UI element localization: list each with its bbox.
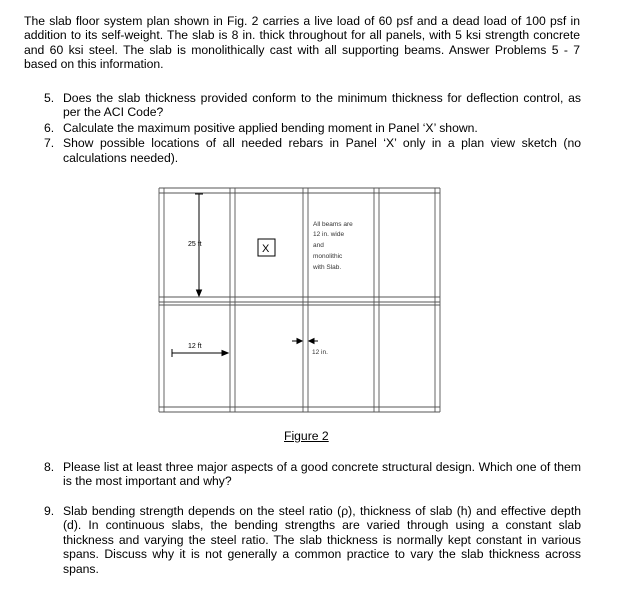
- question-number: 5.: [44, 91, 55, 105]
- question-list-8: [44, 460, 581, 489]
- note-line: All beams are: [313, 221, 353, 228]
- question-text: Calculate the maximum positive applied bending moment in Panel ‘X’ shown.: [63, 120, 478, 135]
- question-item: [44, 504, 581, 576]
- question-number: 9.: [44, 504, 55, 518]
- note-line: 12 in. wide: [313, 231, 345, 238]
- question-number: 8.: [44, 460, 55, 474]
- question-list-9: [44, 504, 581, 576]
- beam-width-label: 12 in.: [312, 349, 328, 356]
- dim-12ft-label: 12 ft: [188, 343, 202, 350]
- question-number: 6.: [44, 120, 55, 135]
- note-line: with Slab.: [313, 264, 342, 271]
- question-text: Does the slab thickness provided conform to the minimum thickness for deflection control, as per the ACI Code?: [63, 91, 581, 120]
- intro-paragraph: The slab floor system plan shown in Fig. 2 carries a live load of 60 psf and a dead load of 100 psf in addition to its self-weight. The slab is 8 in. thick throughout for all panels, with 5 ksi strength concrete and 60 ksi steel. The slab is monolithically cast with all supporting beams. Answer Problems 5 - 7 based on this information.: [24, 14, 580, 72]
- question-text: Please list at least three major aspects of a good concrete structural design. Which one of them is the most important and why?: [63, 460, 581, 489]
- question-item: [44, 460, 581, 489]
- note-line: and: [313, 242, 324, 249]
- beam-width-arrows: [292, 339, 318, 344]
- note-line: monolithic: [313, 253, 343, 260]
- horizontal-dimension: [172, 349, 228, 357]
- figure-caption: Figure 2: [284, 429, 329, 443]
- question-number: 7.: [44, 136, 55, 151]
- question-text: Slab bending strength depends on the steel ratio (ρ), thickness of slab (h) and effective depth (d). In continuous slabs, the bending strengths are varied through using a constant slab thickness and varying the steel ratio. The slab thickness is normally kept constant in various spans. Discuss why it is not generally a common practice to vary the slab thickness across spans.: [63, 504, 581, 576]
- dim-25ft-label: 25 ft: [188, 241, 202, 248]
- beam-note: [312, 221, 353, 271]
- panel-x-label: X: [262, 243, 270, 255]
- question-text: Show possible locations of all needed rebars in Panel ‘X’ only in a plan view sketch (no calculations needed).: [63, 136, 581, 165]
